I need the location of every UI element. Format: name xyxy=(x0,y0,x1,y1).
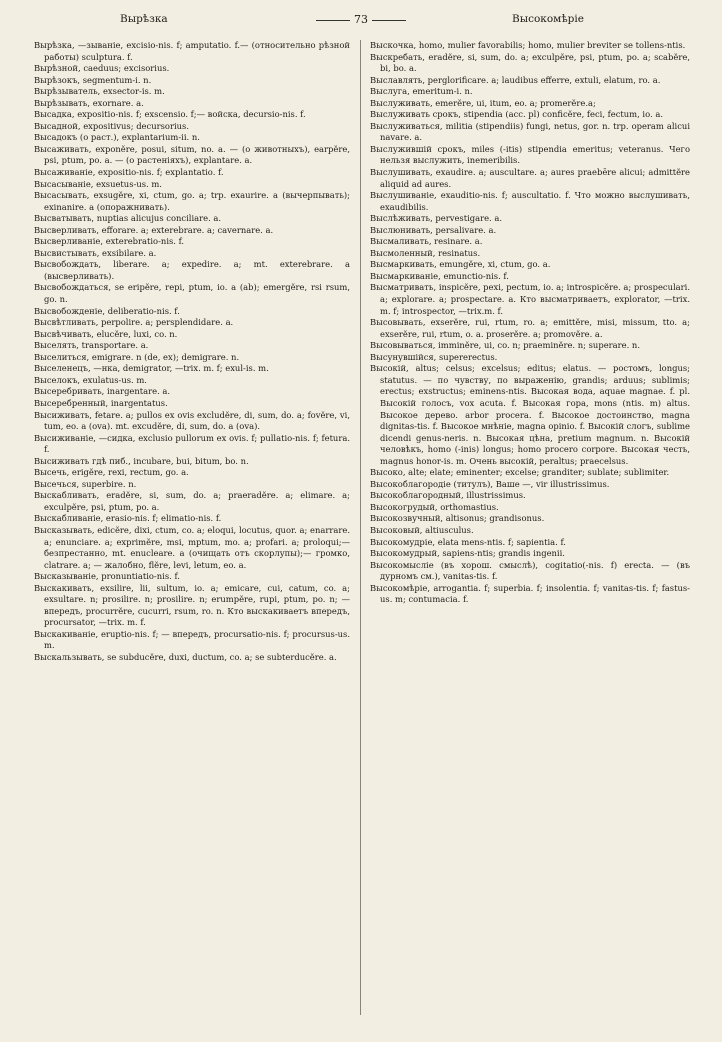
dictionary-entry: Высвобождать, liberare. a; expedire. a; mt. exterebrare. a (высверливать). xyxy=(34,259,350,281)
dictionary-entry: Высверливать, efforare. a; exterebrare. a; cavernare. a. xyxy=(34,224,274,235)
dictionary-entry: Выслуживать, emerĕre, ui, itum, eo. a; promerĕre.a; xyxy=(370,97,596,108)
dictionary-entry: Высвѣтливать, perpolire. a; persplendidare. a. xyxy=(34,317,234,328)
dictionary-entry: Высаживаніе, expositio-nis. f; explantatio. f. xyxy=(34,167,224,178)
dash-right xyxy=(372,20,406,21)
dictionary-entry: Выслюнивать, persalivare. a. xyxy=(370,224,497,235)
dictionary-entry: Высокоблагородный, illustrissimus. xyxy=(370,490,526,501)
dictionary-entry: Высвобожденіе, deliberatio-nis. f. xyxy=(34,305,180,316)
dictionary-entry: Выслуга, emeritum-i. n. xyxy=(370,86,473,97)
dictionary-entry: Выскребать, eradĕre, si, sum, do. a; exculpĕre, psi, ptum, po. a; scabĕre, bi, bo. a. xyxy=(370,51,690,74)
dictionary-entry: Высеребренный, inargentatus. xyxy=(34,397,168,408)
dictionary-entry: Высадной, expositivus; decursorius. xyxy=(34,120,189,131)
dictionary-entry: Высокій, altus; celsus; excelsus; editus; elatus. — ростомъ, longus; statutus. — по чувству, по выраженію, grandis; arduus; sublimis; erectus; exstructus; eminens-ntis. Высокая вода, aquae magnae. f. pl. Высокій голосъ, vox acuta. f. Высокая гора, mons (ntis. m) altus. Высокое дерево. arbor procera. f. Высокое достоинство, magna dignitas-tis. f. Высокое мнѣніе, magna opinio. f. Высокій слогъ, sublime dicendi genus-neris. n. Высокая цѣна, pretium magnum. n. Высокій человѣкъ, homo (-inis) longus; homo procero corpore. Высокая честь, magnus honor-is. m. Очень высокій, peraltus; praecelsus. xyxy=(370,363,690,466)
dictionary-entry: Высечь, erigĕre, rexi, rectum, go. a. xyxy=(34,467,189,478)
dictionary-entry: Высматривать, inspicĕre, pexi, pectum, io. a; introspicĕre. a; prospeculari. a; explorare. a; prospectare. a. Кто высматриваетъ, explorator, —trix. m. f; introspector, —trix.m. f. xyxy=(370,282,690,316)
dictionary-entry: Высеребривать, inargentare. a. xyxy=(34,386,171,397)
dictionary-entry: Выслужившій срокъ, miles (-itis) stipendia emeritus; veteranus. Чего нельзя выслужить, inemeribilis. xyxy=(370,143,690,166)
dictionary-entry: Высаживать, exponĕre, posui, situm, no. a. — (о животныхъ), earpĕre, psi, ptum, po. a. — (о растеніяхъ), explantare. a. xyxy=(34,143,350,166)
dictionary-entry: Высмаркиваніе, emunctio-nis. f. xyxy=(370,270,509,281)
dictionary-entry: Высокозвучный, altisonus; grandisonus. xyxy=(370,513,545,524)
dictionary-entry: Выскакивать, exsilire, lii, sultum, io. a; emicare, cui, catum, co. a; exsultare. n; prosilire. n; prosilire. n; erumpĕre, rupi, ptum, po. n; — впередъ, procurrĕre, cucurri, rsum, ro. n. Кто выскакиваетъ впередъ, procursator, —trix. m. f. xyxy=(34,582,350,628)
dictionary-entry: Высокоблагородіе (титулъ), Ваше —, vir illustrissimus. xyxy=(370,478,610,489)
dictionary-entry: Высказывать, edicĕre, dixi, ctum, co. a; eloqui, locutus, quor. a; enarrare. a; enunciare. a; exprimĕre, msi, mptum, mo. a; profari. a; proloqui;— безпрестанно, mt. enucleare. a (очищать отъ скорлупы);— громко, clatrare. a; — жалобно, flĕre, levi, letum, eo. a. xyxy=(34,524,350,570)
dictionary-entry: Высиживать, fetare. a; pullos ex ovis excludĕre, di, sum, do. a; fovĕre, vi, tum, eo. a (ova). mt. excudĕre, di, sum, do. a (ova). xyxy=(34,409,350,432)
dictionary-entry: Высвѣчивать, elucĕre, luxi, co. n. xyxy=(34,328,178,339)
dictionary-entry: Высиживаніе, —сидка, exclusio pullorum ex ovis. f; pullatio-nis. f; fetura. f. xyxy=(34,432,350,455)
dictionary-entry: Выслуживаться, militia (stipendiis) fungi, netus, gor. n. trp. operam alicui navare. a. xyxy=(370,120,690,143)
dictionary-entry: Выслѣживать, pervestigare. a. xyxy=(370,213,503,224)
dictionary-entry: Выселокъ, exulatus-us. m. xyxy=(34,374,147,385)
dictionary-entry: Выслушивать, exaudire. a; auscultare. a; aures praebēre alicui; admittĕre aliquid ad aures. xyxy=(370,167,690,189)
dictionary-entry: Высвобождаться, se eripĕre, repi, ptum, io. a (ab); emergĕre, rsi rsum, go. n. xyxy=(34,282,350,305)
dictionary-entry: Высоко, alte; elate; eminenter; excelse; granditer; sublate; sublimiter. xyxy=(370,467,670,478)
dictionary-entry: Высокомудріе, elata mens-ntis. f; sapientia. f. xyxy=(370,536,566,547)
dictionary-entry: Высмаливать, resinare. a. xyxy=(370,236,483,247)
page-number-header xyxy=(300,13,422,26)
dictionary-entry: Высокомѣріе, arrogantia. f; superbia. f; insolentia. f; vanitas-tis. f; fastus-us. m; contumacia. f. xyxy=(370,582,690,605)
dictionary-entry: Высватывать, nuptias alicujus conciliare. a. xyxy=(34,213,222,224)
dictionary-entry: Выскабливаніе, erasio-nis. f; elimatio-nis. f. xyxy=(34,513,222,524)
dictionary-entry: Выселять, transportare. a. xyxy=(34,340,149,351)
dictionary-entry: Высовываться, imminĕre, ui, co. n; praeminĕre. n; superare. n. xyxy=(370,340,640,351)
dictionary-entry: Высечься, superbire. n. xyxy=(34,478,137,489)
dictionary-entry: Вырѣзокъ, segmentum-i. n. xyxy=(34,74,152,85)
dictionary-entry: Высиживать гдѣ пиб., incubare, bui, bitum, bo. n. xyxy=(34,455,249,466)
dictionary-entry: Вырѣзка, —зываніе, excisio-nis. f; amputatio. f.— (относительно рѣзной работы) sculptura. f. xyxy=(34,40,350,62)
dictionary-entry: Высказываніе, pronuntiatio-nis. f. xyxy=(34,571,180,582)
left-column xyxy=(34,40,350,1025)
dash-left xyxy=(316,20,350,21)
page-number: 73 xyxy=(354,13,368,26)
dictionary-entry: Вырѣзывать, exornare. a. xyxy=(34,97,144,108)
dictionary-entry: Выскабливать, eradĕre, si, sum, do. a; praeradĕre. a; elimare. a; exculpĕre, psi, ptum, po. a. xyxy=(34,490,350,512)
dictionary-entry: Высверливаніе, exterebratio-nis. f. xyxy=(34,236,185,247)
dictionary-entry: Вырѣзной, caeduus; excisorius. xyxy=(34,63,170,74)
dictionary-entry: Высоковый, altiusculus. xyxy=(370,524,474,535)
dictionary-entry: Выселиться, emigrare. n (de, ex); demigrare. n. xyxy=(34,351,240,362)
dictionary-entry: Высасывать, exsugĕre, xi, ctum, go. a; trp. exaurire. a (вычерпывать); exinanire. a (опоражнивать). xyxy=(34,190,350,212)
dictionary-entry: Высадка, expositio-nis. f; exscensio. f;— войска, decursio-nis. f. xyxy=(34,109,306,120)
dictionary-entry: Выселенецъ, —нка, demigrator, —trix. m. f; exul-is. m. xyxy=(34,363,269,374)
dictionary-entry: Высмоленный, resinatus. xyxy=(370,247,481,258)
header-left-word: Вырѣзка xyxy=(120,13,168,25)
dictionary-entry: Высвистывать, exsibilare. a. xyxy=(34,247,157,258)
header-right-word: Высокомѣріе xyxy=(512,13,584,25)
dictionary-entry: Вырѣзыватель, exsector-is. m. xyxy=(34,86,165,97)
dictionary-entry: Высокомысліе (въ хорош. смыслѣ), cogitatio(-nis. f) erecta. — (въ дурномъ см.), vanitas-tis. f. xyxy=(370,559,690,582)
dictionary-entry: Высмаркивать, emungĕre, xi, ctum, go. a. xyxy=(370,259,551,270)
dictionary-entry: Выслушиваніе, exauditio-nis. f; auscultatio. f. Что можно выслушивать, exaudibilis. xyxy=(370,190,690,212)
right-column xyxy=(370,40,690,1025)
dictionary-entry: Высокогрудый, orthomastius. xyxy=(370,501,499,512)
column-divider xyxy=(360,40,361,1015)
dictionary-entry: Выслуживать срокъ, stipendia (acc. pl) conficĕre, feci, fectum, io. a. xyxy=(370,109,663,120)
dictionary-entry: Высасываніе, exsuetus-us. m. xyxy=(34,178,162,189)
dictionary-entry: Высунувшійся, supererectus. xyxy=(370,351,498,362)
dictionary-entry: Высокомудрый, sapiens-ntis; grandis ingenii. xyxy=(370,548,565,559)
dictionary-entry: Выскальзывать, se subducĕre, duxi, ductum, co. a; se subterducĕre. a. xyxy=(34,651,337,662)
dictionary-entry: Высадокъ (о раст.), explantarium-ii. n. xyxy=(34,132,200,143)
dictionary-entry: Выславлять, perglorificare. a; laudibus efferre, extuli, elatum, ro. a. xyxy=(370,74,661,85)
dictionary-entry: Высовывать, exserĕre, rui, rtum, ro. a; emittĕre, misi, missum, tto. a; exserĕre, rui, rtum, o. a. proserĕre. a; promovĕre. a. xyxy=(370,317,690,339)
dictionary-entry: Выскочка, homo, mulier favorabilis; homo, mulier breviter se tollens-ntis. xyxy=(370,40,686,50)
dictionary-entry: Выскакиваніе, eruptio-nis. f; — впередъ, procursatio-nis. f; procursus-us. m. xyxy=(34,628,350,651)
